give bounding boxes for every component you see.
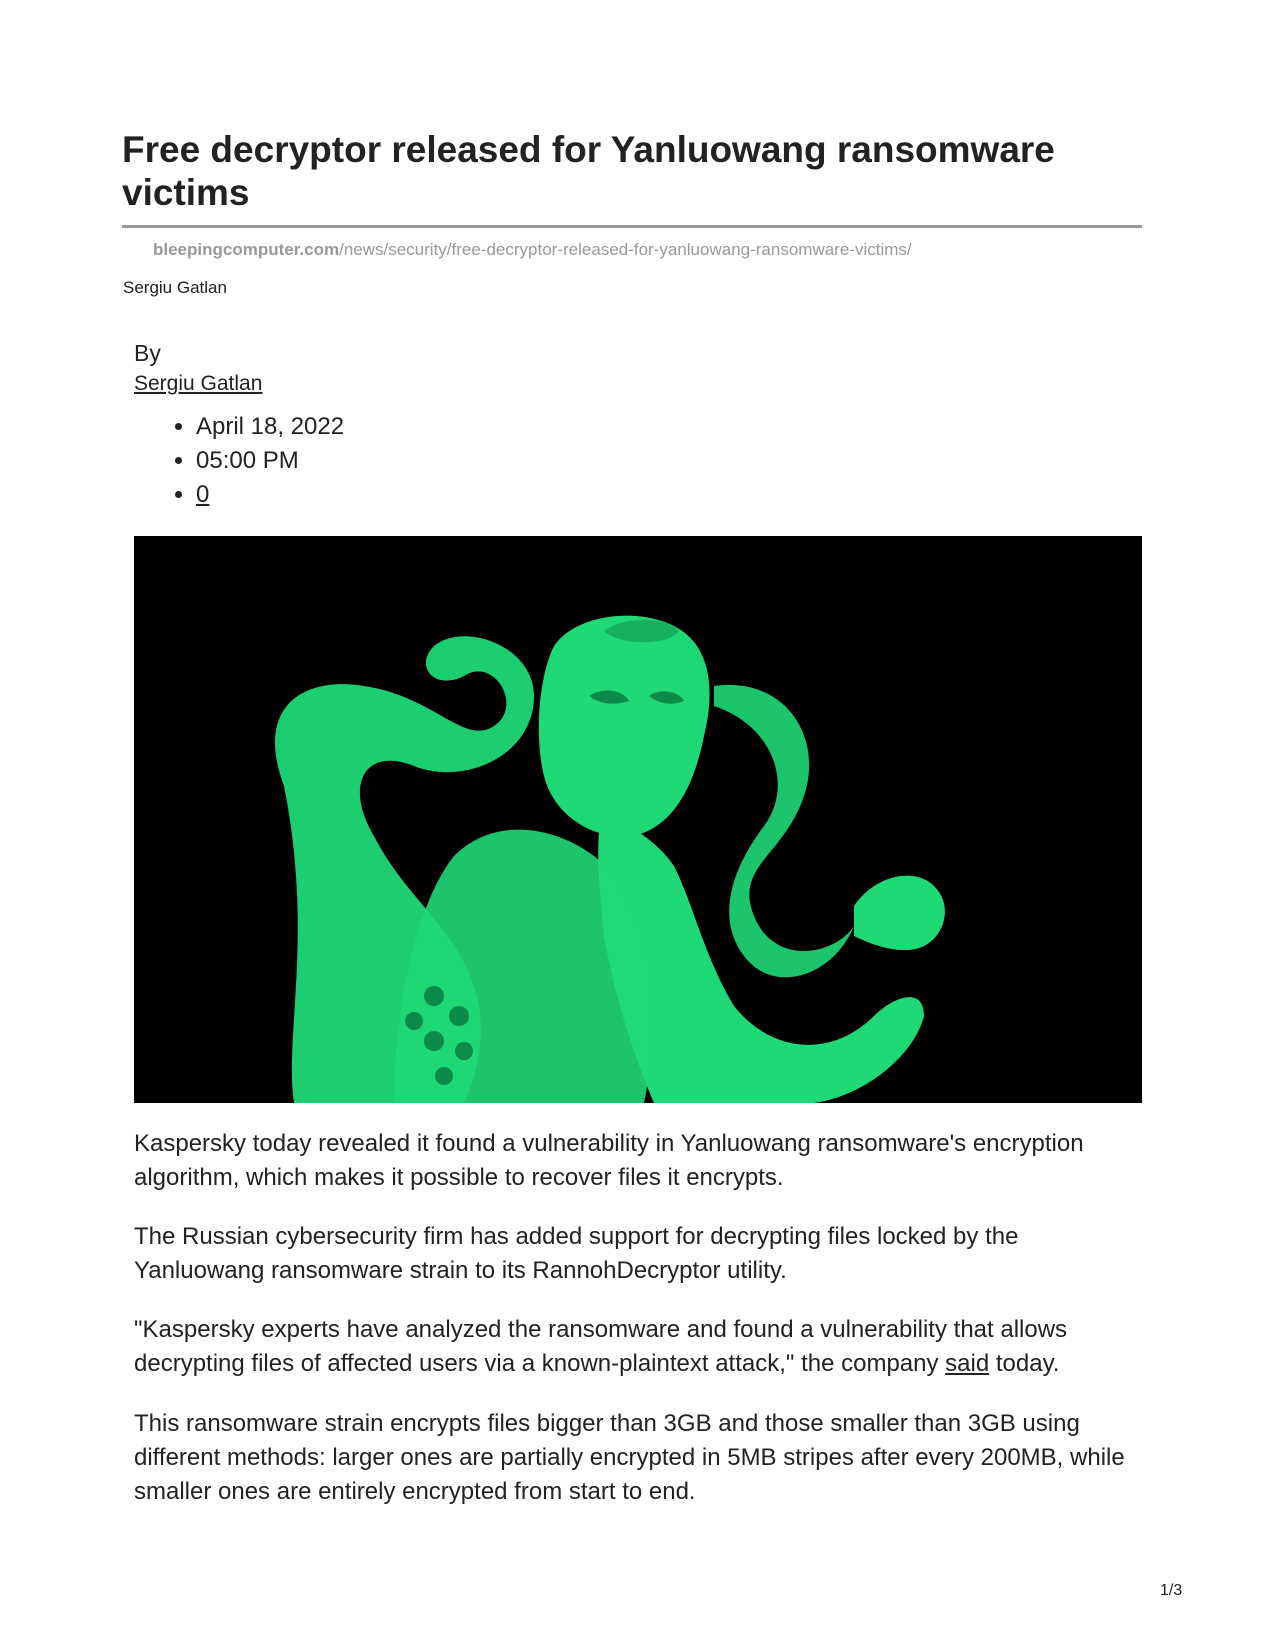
- paragraph-3-text: "Kaspersky experts have analyzed the ransomware and found a vulnerability that allows decrypting files of affected users via a known-plaintext attack," the company: [134, 1316, 1068, 1377]
- publish-date: • April 18, 2022: [196, 410, 344, 444]
- hero-image: [134, 536, 1142, 1103]
- article-meta-list: [134, 410, 344, 512]
- title-divider: [122, 225, 1142, 228]
- said-link[interactable]: said: [945, 1350, 990, 1377]
- paragraph-2: The Russian cybersecurity firm has added support for decrypting files locked by the Yanluowang ransomware strain to its RannohDecryptor utility.: [134, 1223, 1019, 1284]
- byline-label: By: [134, 340, 161, 366]
- header-author: Sergiu Gatlan: [123, 278, 227, 297]
- article-title: Free decryptor released for Yanluowang ransomware victims: [122, 129, 1055, 213]
- paragraph-3-tail: today.: [989, 1350, 1060, 1377]
- author-link[interactable]: Sergiu Gatlan: [134, 372, 263, 395]
- warrior-statue-illustration: [134, 536, 1142, 1103]
- paragraph-1: Kaspersky today revealed it found a vulnerability in Yanluowang ransomware's encryption algorithm, which makes it possible to recover files it encrypts.: [134, 1130, 1084, 1191]
- page-number: 1/3: [1160, 1582, 1183, 1599]
- source-domain: bleepingcomputer.com: [153, 240, 340, 259]
- comment-count-item: [196, 478, 344, 512]
- source-url[interactable]: [153, 240, 912, 260]
- paragraph-3: [134, 1313, 1144, 1381]
- source-path: /news/security/free-decryptor-released-for-yanluowang-ransomware-victims/: [339, 240, 912, 259]
- comment-count-link[interactable]: 0: [196, 481, 210, 508]
- paragraph-4: This ransomware strain encrypts files bigger than 3GB and those smaller than 3GB using different methods: larger ones are partially encrypted in 5MB stripes after every 200MB, while smaller ones are entirely encrypted from start to end.: [134, 1410, 1125, 1505]
- publish-time: • 05:00 PM: [196, 444, 344, 478]
